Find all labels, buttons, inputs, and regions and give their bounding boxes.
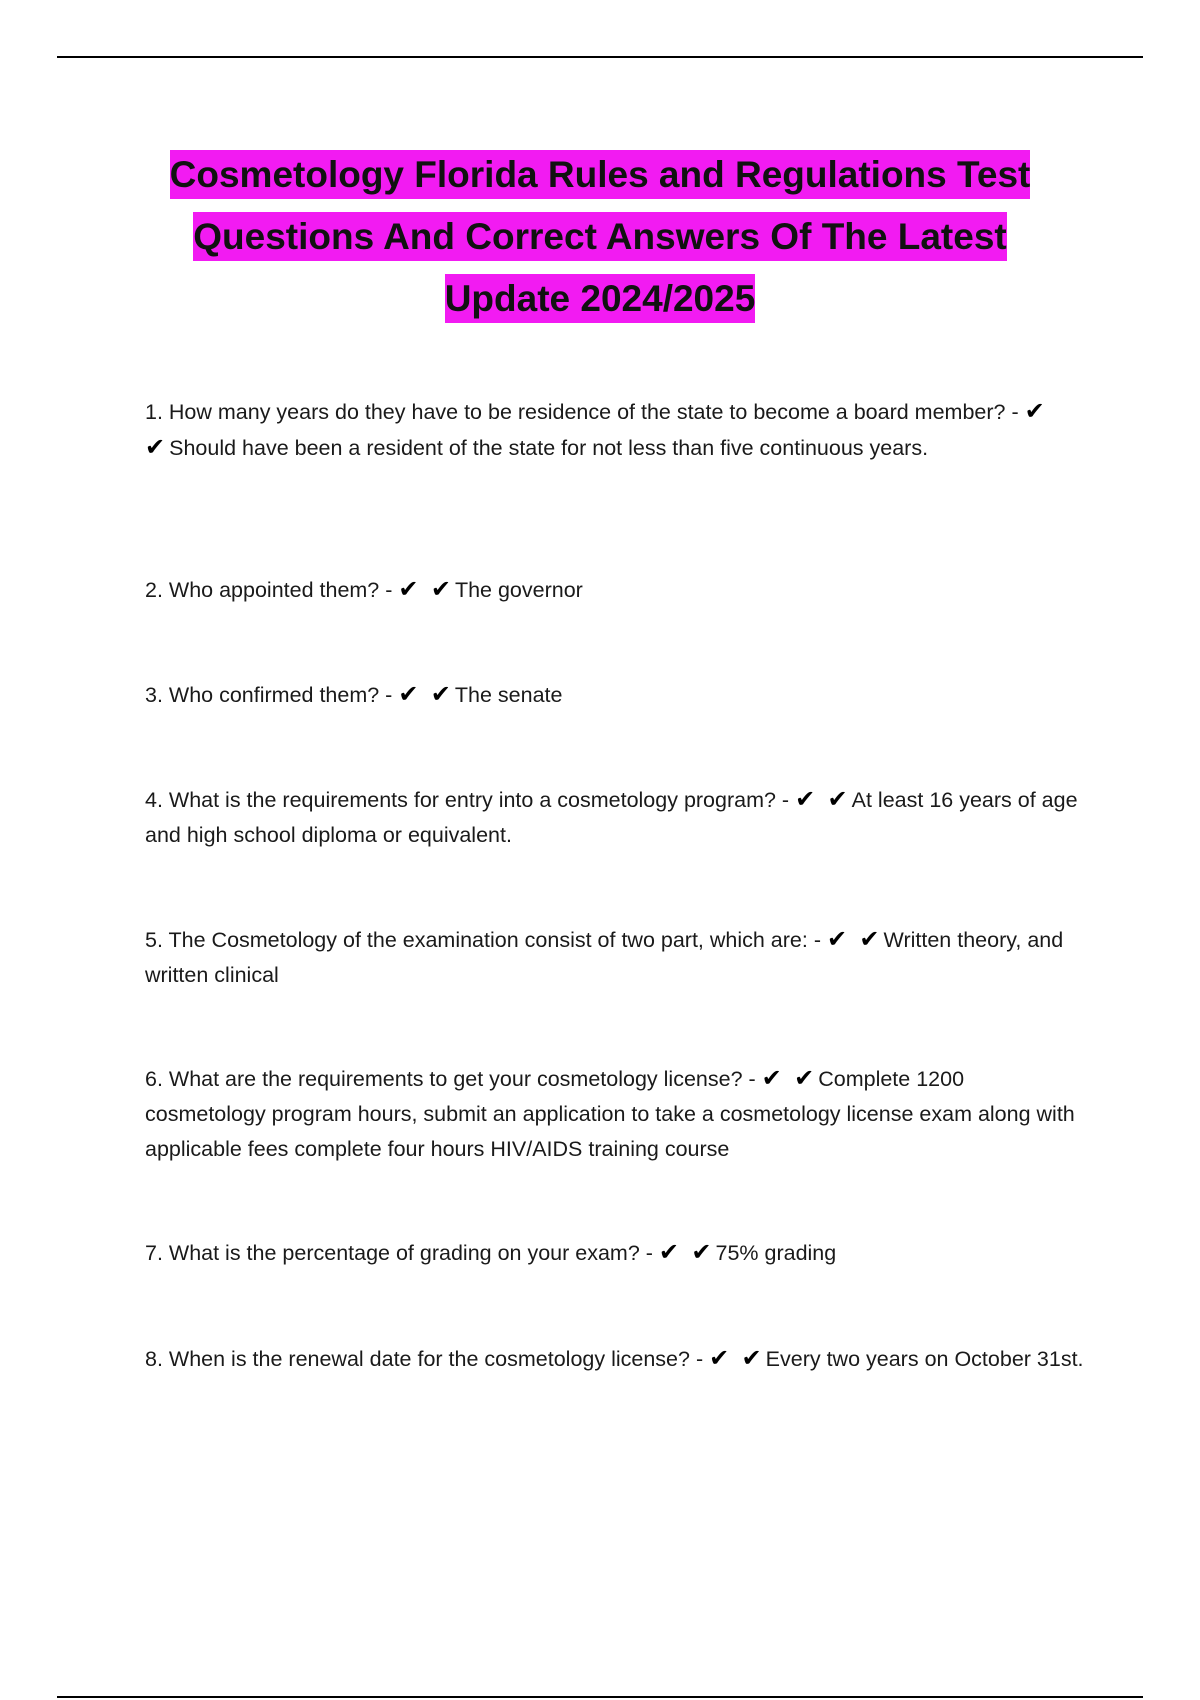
double-check-icon: ✔ ✔: [145, 397, 1047, 461]
qa-item-8: [145, 1341, 1090, 1377]
answer-text: Every two years on October 31st.: [765, 1347, 1084, 1371]
question-text: 1. How many years do they have to be residence of the state to become a board member? -: [145, 400, 1025, 424]
title-line-3: Update 2024/2025: [445, 274, 756, 323]
double-check-icon: ✔ ✔: [398, 680, 453, 708]
title-line-2: Questions And Correct Answers Of The Latest: [193, 212, 1006, 261]
qa-item-7: [145, 1235, 1090, 1271]
qa-item-3: [145, 677, 1090, 713]
double-check-icon: ✔ ✔: [795, 785, 850, 813]
answer-text: The governor: [454, 578, 583, 602]
top-rule: [57, 56, 1143, 58]
document-title: [80, 144, 1120, 330]
qa-item-2: [145, 572, 1090, 608]
answer-text: The senate: [454, 683, 563, 707]
double-check-icon: ✔ ✔: [709, 1344, 764, 1372]
double-check-icon: ✔ ✔: [398, 575, 453, 603]
question-text: 3. Who confirmed them? -: [145, 683, 399, 707]
bottom-rule: [57, 1696, 1143, 1698]
answer-text: At least 16 years of age and high school diploma or equivalent.: [145, 788, 1078, 847]
answer-text: Complete 1200 cosmetology program hours, submit an application to take a cosmetology license exam along with applicable fees complete four hours HIV/AIDS training course: [145, 1067, 1075, 1161]
double-check-icon: ✔ ✔: [658, 1238, 714, 1266]
qa-item-6: [145, 1061, 1090, 1167]
answer-text: 75% grading: [715, 1241, 837, 1265]
question-text: 5. The Cosmetology of the examination consist of two part, which are: -: [145, 928, 827, 952]
question-text: 4. What is the requirements for entry into a cosmetology program? -: [145, 788, 796, 812]
question-text: 7. What is the percentage of grading on your exam? -: [145, 1241, 659, 1265]
answer-text: Should have been a resident of the state for not less than five continuous years.: [169, 436, 929, 460]
double-check-icon: ✔ ✔: [761, 1064, 817, 1092]
title-line-1: Cosmetology Florida Rules and Regulations Test: [170, 150, 1031, 199]
qa-item-4: [145, 782, 1090, 853]
question-text: 2. Who appointed them? -: [145, 578, 399, 602]
question-text: 6. What are the requirements to get your cosmetology license? -: [145, 1067, 762, 1091]
double-check-icon: ✔ ✔: [826, 925, 882, 953]
qa-item-5: [145, 922, 1090, 993]
answer-text: Written theory, and written clinical: [145, 928, 1064, 987]
qa-item-1: [145, 394, 1090, 466]
question-text: 8. When is the renewal date for the cosmetology license? -: [145, 1347, 710, 1371]
